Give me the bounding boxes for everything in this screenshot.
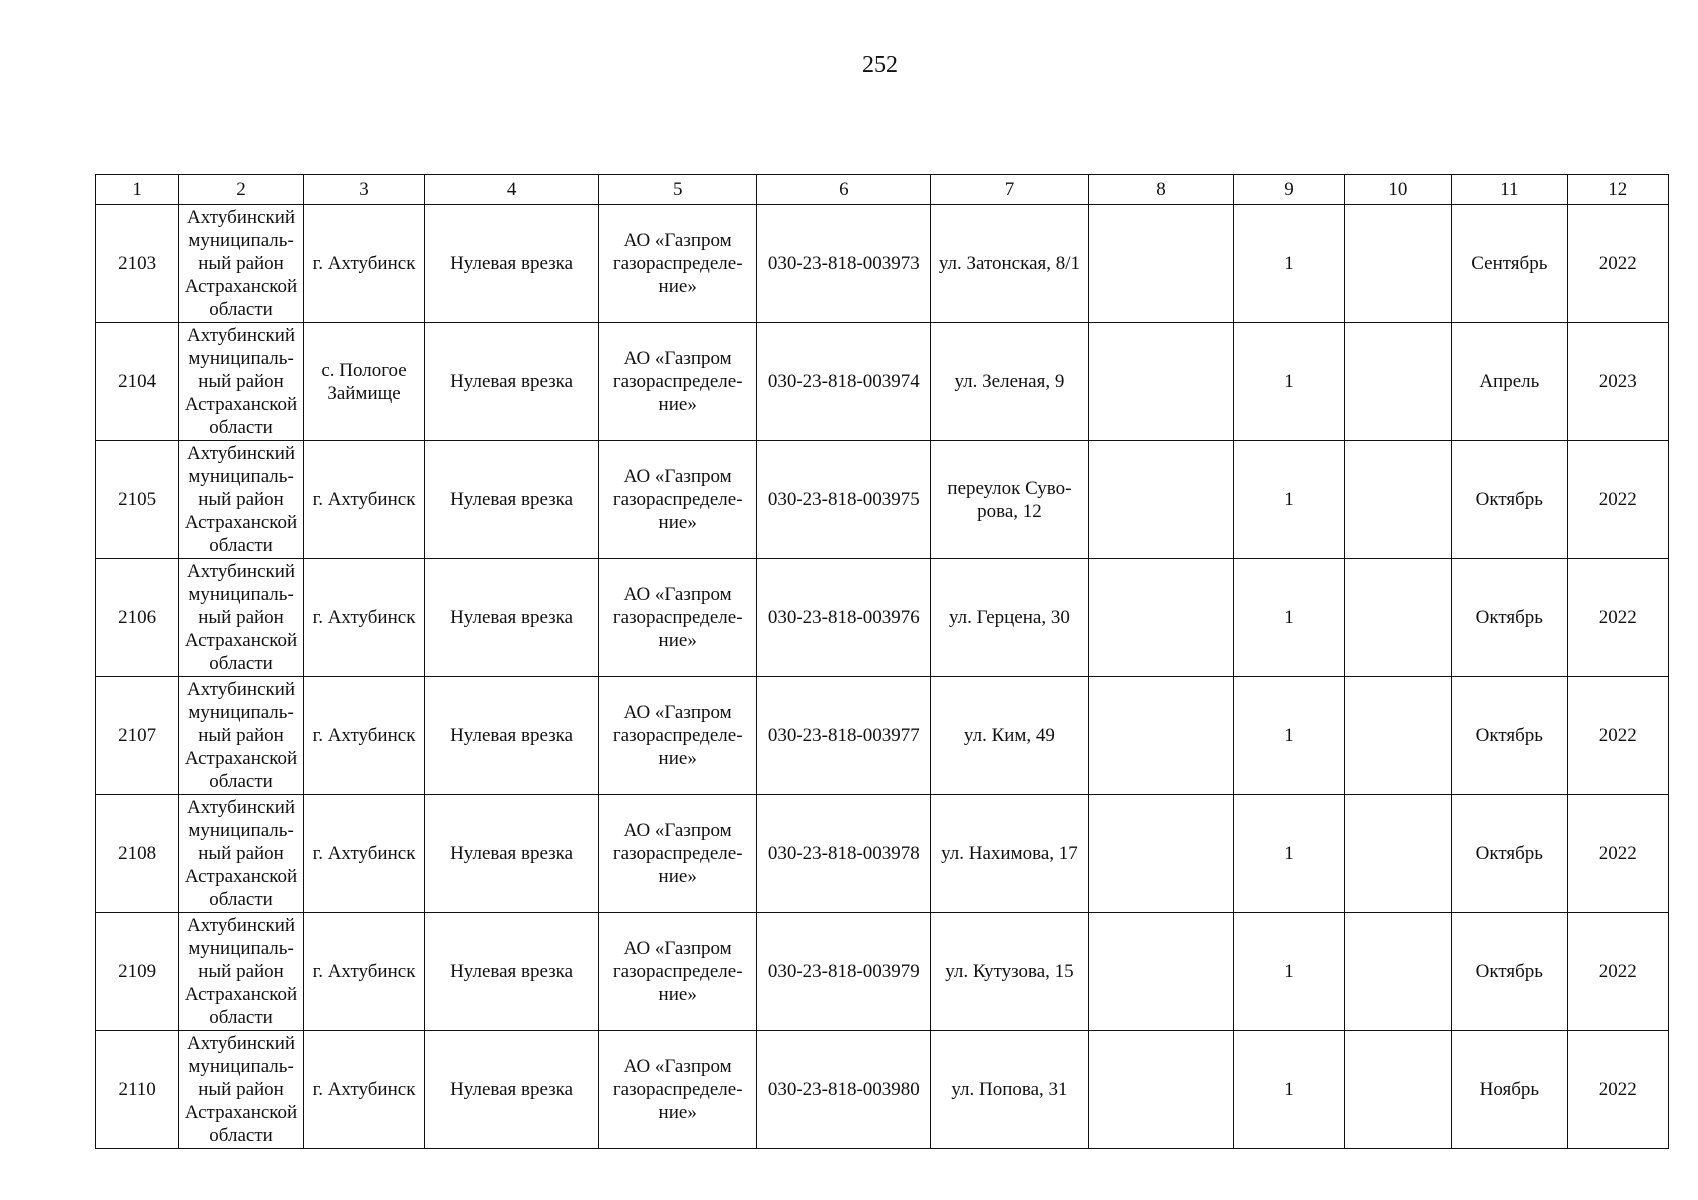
quantity-cell: 1 (1234, 323, 1344, 441)
year-cell: 2022 (1567, 441, 1668, 559)
year-cell: 2022 (1567, 1031, 1668, 1149)
table-row (96, 677, 1669, 795)
table-header (96, 175, 1669, 205)
column-10-cell (1344, 323, 1451, 441)
object-code-cell: 030-23-818-003976 (757, 559, 931, 677)
district-cell: Ахтубинский муниципаль- ный район Астраханской области (179, 1031, 303, 1149)
row-number: 2110 (96, 1031, 179, 1149)
connection-type-cell: Нулевая врезка (425, 323, 599, 441)
settlement-cell: г. Ахтубинск (303, 677, 424, 795)
organization-cell: АО «Газпром газораспределе- ние» (598, 441, 757, 559)
column-header-9: 9 (1234, 175, 1344, 205)
column-10-cell (1344, 677, 1451, 795)
address-cell: ул. Нахимова, 17 (931, 795, 1089, 913)
header-row (96, 175, 1669, 205)
month-cell: Апрель (1452, 323, 1567, 441)
settlement-cell: г. Ахтубинск (303, 205, 424, 323)
table-row (96, 913, 1669, 1031)
object-code-cell: 030-23-818-003980 (757, 1031, 931, 1149)
object-code-cell: 030-23-818-003974 (757, 323, 931, 441)
year-cell: 2023 (1567, 323, 1668, 441)
object-code-cell: 030-23-818-003978 (757, 795, 931, 913)
column-10-cell (1344, 1031, 1451, 1149)
settlement-cell: г. Ахтубинск (303, 559, 424, 677)
row-number: 2103 (96, 205, 179, 323)
column-8-cell (1088, 913, 1234, 1031)
quantity-cell: 1 (1234, 559, 1344, 677)
column-header-12: 12 (1567, 175, 1668, 205)
table-row (96, 441, 1669, 559)
table-row (96, 323, 1669, 441)
district-cell: Ахтубинский муниципаль- ный район Астраханской области (179, 559, 303, 677)
column-10-cell (1344, 559, 1451, 677)
month-cell: Сентябрь (1452, 205, 1567, 323)
year-cell: 2022 (1567, 795, 1668, 913)
quantity-cell: 1 (1234, 1031, 1344, 1149)
connection-type-cell: Нулевая врезка (425, 441, 599, 559)
connection-type-cell: Нулевая врезка (425, 913, 599, 1031)
year-cell: 2022 (1567, 205, 1668, 323)
month-cell: Октябрь (1452, 913, 1567, 1031)
column-header-11: 11 (1452, 175, 1567, 205)
year-cell: 2022 (1567, 559, 1668, 677)
organization-cell: АО «Газпром газораспределе- ние» (598, 559, 757, 677)
address-cell: ул. Герцена, 30 (931, 559, 1089, 677)
settlement-cell: г. Ахтубинск (303, 795, 424, 913)
column-10-cell (1344, 441, 1451, 559)
quantity-cell: 1 (1234, 441, 1344, 559)
row-number: 2106 (96, 559, 179, 677)
column-header-8: 8 (1088, 175, 1234, 205)
quantity-cell: 1 (1234, 913, 1344, 1031)
column-8-cell (1088, 677, 1234, 795)
object-code-cell: 030-23-818-003973 (757, 205, 931, 323)
address-cell: ул. Затонская, 8/1 (931, 205, 1089, 323)
registry-table (95, 174, 1669, 1149)
column-8-cell (1088, 1031, 1234, 1149)
year-cell: 2022 (1567, 913, 1668, 1031)
organization-cell: АО «Газпром газораспределе- ние» (598, 1031, 757, 1149)
table-row (96, 205, 1669, 323)
row-number: 2105 (96, 441, 179, 559)
district-cell: Ахтубинский муниципаль- ный район Астраханской области (179, 205, 303, 323)
column-8-cell (1088, 795, 1234, 913)
column-header-4: 4 (425, 175, 599, 205)
page-number: 252 (862, 52, 898, 78)
column-8-cell (1088, 323, 1234, 441)
organization-cell: АО «Газпром газораспределе- ние» (598, 205, 757, 323)
month-cell: Ноябрь (1452, 1031, 1567, 1149)
column-8-cell (1088, 559, 1234, 677)
column-header-10: 10 (1344, 175, 1451, 205)
organization-cell: АО «Газпром газораспределе- ние» (598, 795, 757, 913)
column-header-3: 3 (303, 175, 424, 205)
column-header-5: 5 (598, 175, 757, 205)
address-cell: ул. Попова, 31 (931, 1031, 1089, 1149)
connection-type-cell: Нулевая врезка (425, 1031, 599, 1149)
table-body (96, 205, 1669, 1149)
organization-cell: АО «Газпром газораспределе- ние» (598, 913, 757, 1031)
table-row (96, 1031, 1669, 1149)
column-10-cell (1344, 795, 1451, 913)
quantity-cell: 1 (1234, 795, 1344, 913)
organization-cell: АО «Газпром газораспределе- ние» (598, 677, 757, 795)
settlement-cell: с. Пологое Займище (303, 323, 424, 441)
district-cell: Ахтубинский муниципаль- ный район Астраханской области (179, 795, 303, 913)
month-cell: Октябрь (1452, 559, 1567, 677)
address-cell: ул. Ким, 49 (931, 677, 1089, 795)
quantity-cell: 1 (1234, 677, 1344, 795)
connection-type-cell: Нулевая врезка (425, 795, 599, 913)
organization-cell: АО «Газпром газораспределе- ние» (598, 323, 757, 441)
quantity-cell: 1 (1234, 205, 1344, 323)
row-number: 2107 (96, 677, 179, 795)
month-cell: Октябрь (1452, 441, 1567, 559)
connection-type-cell: Нулевая врезка (425, 559, 599, 677)
column-header-7: 7 (931, 175, 1089, 205)
district-cell: Ахтубинский муниципаль- ный район Астраханской области (179, 677, 303, 795)
column-8-cell (1088, 441, 1234, 559)
month-cell: Октябрь (1452, 677, 1567, 795)
district-cell: Ахтубинский муниципаль- ный район Астраханской области (179, 913, 303, 1031)
column-10-cell (1344, 913, 1451, 1031)
address-cell: ул. Кутузова, 15 (931, 913, 1089, 1031)
object-code-cell: 030-23-818-003977 (757, 677, 931, 795)
settlement-cell: г. Ахтубинск (303, 441, 424, 559)
table-row (96, 795, 1669, 913)
column-header-2: 2 (179, 175, 303, 205)
column-header-1: 1 (96, 175, 179, 205)
row-number: 2104 (96, 323, 179, 441)
year-cell: 2022 (1567, 677, 1668, 795)
column-10-cell (1344, 205, 1451, 323)
connection-type-cell: Нулевая врезка (425, 205, 599, 323)
district-cell: Ахтубинский муниципаль- ный район Астраханской области (179, 441, 303, 559)
row-number: 2109 (96, 913, 179, 1031)
district-cell: Ахтубинский муниципаль- ный район Астраханской области (179, 323, 303, 441)
connection-type-cell: Нулевая врезка (425, 677, 599, 795)
address-cell: ул. Зеленая, 9 (931, 323, 1089, 441)
column-header-6: 6 (757, 175, 931, 205)
column-8-cell (1088, 205, 1234, 323)
object-code-cell: 030-23-818-003975 (757, 441, 931, 559)
month-cell: Октябрь (1452, 795, 1567, 913)
address-cell: переулок Суво- рова, 12 (931, 441, 1089, 559)
settlement-cell: г. Ахтубинск (303, 1031, 424, 1149)
settlement-cell: г. Ахтубинск (303, 913, 424, 1031)
row-number: 2108 (96, 795, 179, 913)
object-code-cell: 030-23-818-003979 (757, 913, 931, 1031)
table-row (96, 559, 1669, 677)
